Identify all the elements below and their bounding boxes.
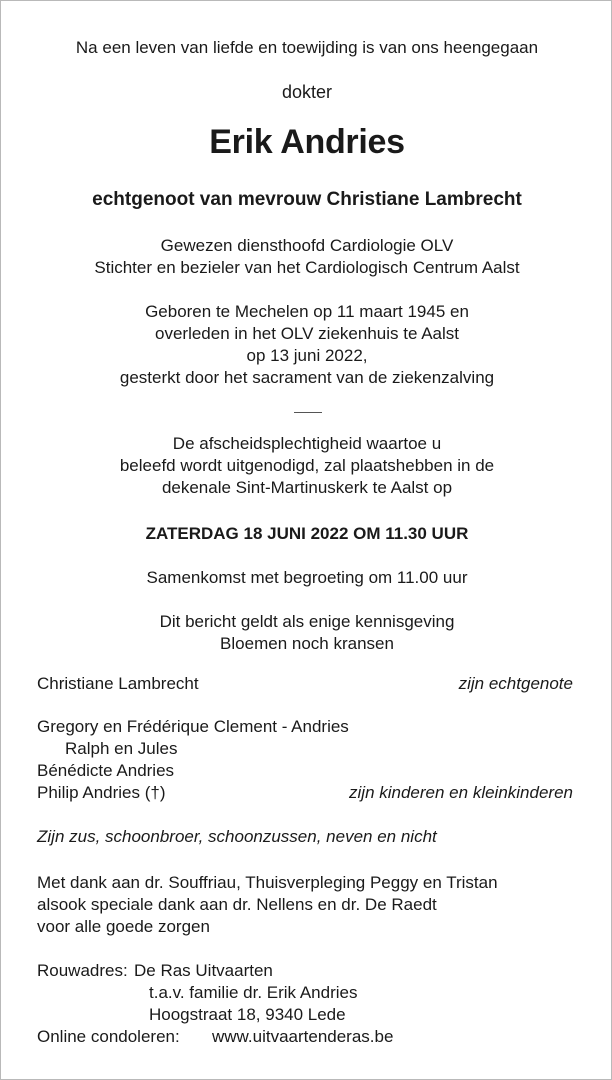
address-line: De Ras Uitvaarten <box>134 961 273 980</box>
notice-block <box>1 611 612 655</box>
meeting-text: Samenkomst met begroeting om 11.00 uur <box>146 568 468 587</box>
divider <box>294 412 322 413</box>
bio-line: overleden in het OLV ziekenhuis te Aalst <box>155 324 459 343</box>
online-url: www.uitvaartenderas.be <box>212 1027 394 1046</box>
spouse-relation: zijn echtgenote <box>458 674 573 693</box>
address-line: Hoogstraat 18, 9340 Lede <box>149 1005 346 1024</box>
thanks-line: voor alle goede zorgen <box>37 917 210 936</box>
bio-block <box>1 301 612 389</box>
spouse-name: Christiane Lambrecht <box>37 674 199 693</box>
bio-line: Geboren te Mechelen op 11 maart 1945 en <box>145 302 469 321</box>
deceased-name: Erik Andries <box>209 123 405 161</box>
ceremony-date: ZATERDAG 18 JUNI 2022 OM 11.30 UUR <box>145 524 469 543</box>
siblings-line: Zijn zus, schoonbroer, schoonzussen, neven en nicht <box>37 827 437 846</box>
notice-line: Dit bericht geldt als enige kennisgeving <box>159 612 455 631</box>
child-line: Philip Andries (†) <box>37 783 166 802</box>
grandchildren-line: Ralph en Jules <box>65 739 178 758</box>
thanks-line: alsook speciale dank aan dr. Nellens en dr. De Raedt <box>37 895 437 914</box>
title-prefix: dokter <box>281 82 333 102</box>
role-line: Gewezen diensthoofd Cardiologie OLV <box>160 236 454 255</box>
notice-line: Bloemen noch kransen <box>220 634 394 653</box>
intro-text: Na een leven van liefde en toewijding is van ons heengegaan <box>75 38 539 57</box>
bio-line: gesterkt door het sacrament van de ziekenzalving <box>119 368 495 387</box>
ceremony-line: beleefd wordt uitgenodigd, zal plaatshebben in de <box>119 456 495 475</box>
online-label: Online condoleren: <box>37 1027 180 1046</box>
role-line: Stichter en bezieler van het Cardiologisch Centrum Aalst <box>94 258 520 277</box>
address-line: t.a.v. familie dr. Erik Andries <box>149 983 358 1002</box>
thanks-line: Met dank aan dr. Souffriau, Thuisverpleging Peggy en Tristan <box>37 873 498 892</box>
roles-block <box>1 235 612 279</box>
spouse-title: echtgenoot van mevrouw Christiane Lambrecht <box>92 189 522 210</box>
bio-line: op 13 juni 2022, <box>246 346 368 365</box>
ceremony-block <box>1 433 612 499</box>
child-line: Gregory en Frédérique Clement - Andries <box>37 717 349 736</box>
children-relation: zijn kinderen en kleinkinderen <box>349 783 573 802</box>
ceremony-line: dekenale Sint-Martinuskerk te Aalst op <box>161 478 453 497</box>
address-label: Rouwadres: <box>37 961 128 980</box>
child-line: Bénédicte Andries <box>37 761 175 780</box>
ceremony-line: De afscheidsplechtigheid waartoe u <box>172 434 442 453</box>
